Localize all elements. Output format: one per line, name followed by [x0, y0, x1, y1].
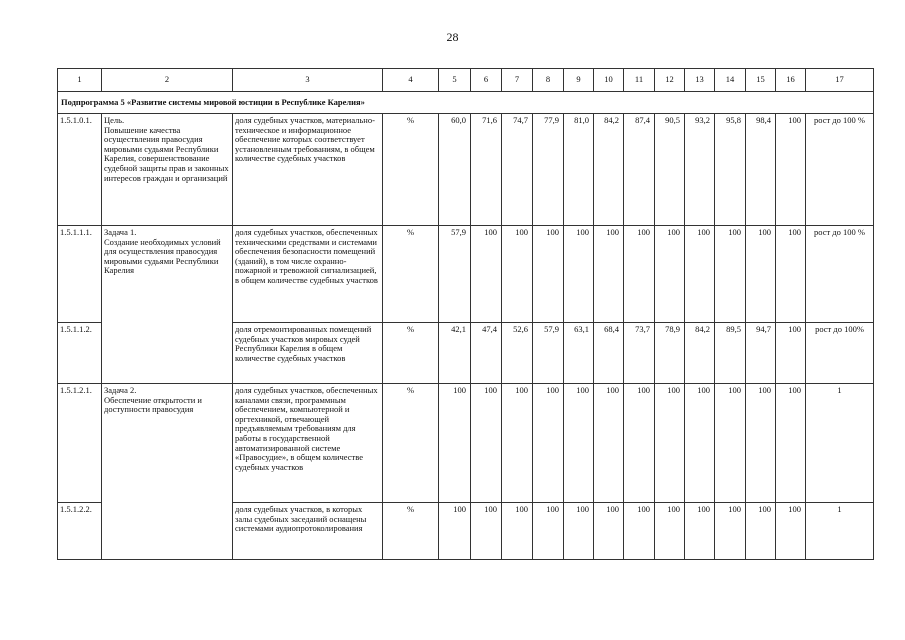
page-number: 28: [446, 30, 459, 44]
value-cell: 100: [533, 503, 564, 560]
value-cell: 100: [685, 384, 715, 503]
column-header: 7: [502, 69, 533, 92]
target-cell: рост до 100%: [806, 323, 874, 384]
goal-cell: Задача 1. Создание необходимых условий для осуществления правосудия мировыми судьями Республики Карелия: [102, 226, 233, 384]
value-cell: 95,8: [715, 114, 746, 226]
value-cell: 78,9: [655, 323, 685, 384]
value-cell: 100: [533, 226, 564, 323]
column-header: 17: [806, 69, 874, 92]
value-cell: 42,1: [439, 323, 471, 384]
unit-cell: %: [383, 114, 439, 226]
value-cell: 100: [715, 226, 746, 323]
column-header: 10: [594, 69, 624, 92]
value-cell: 100: [533, 384, 564, 503]
table-row: [58, 384, 874, 503]
value-cell: 100: [776, 384, 806, 503]
value-cell: 93,2: [685, 114, 715, 226]
value-cell: 100: [471, 384, 502, 503]
value-cell: 100: [655, 226, 685, 323]
value-cell: 71,6: [471, 114, 502, 226]
value-cell: 47,4: [471, 323, 502, 384]
value-cell: 90,5: [655, 114, 685, 226]
target-cell: рост до 100 %: [806, 114, 874, 226]
value-cell: 100: [564, 384, 594, 503]
value-cell: 77,9: [533, 114, 564, 226]
column-header: 12: [655, 69, 685, 92]
target-cell: рост до 100 %: [806, 226, 874, 323]
value-cell: 100: [564, 503, 594, 560]
value-cell: 84,2: [594, 114, 624, 226]
value-cell: 100: [439, 384, 471, 503]
unit-cell: %: [383, 384, 439, 503]
value-cell: 100: [776, 226, 806, 323]
target-cell: 1: [806, 384, 874, 503]
table-row: [58, 114, 874, 226]
value-cell: 68,4: [594, 323, 624, 384]
column-header: 4: [383, 69, 439, 92]
value-cell: 100: [624, 384, 655, 503]
indicator-cell: доля судебных участков, в которых залы судебных заседаний оснащены системами аудиопротоколирования: [233, 503, 383, 560]
target-cell: 1: [806, 503, 874, 560]
column-header: 5: [439, 69, 471, 92]
code-cell: 1.5.1.1.2.: [58, 323, 102, 384]
value-cell: 100: [471, 226, 502, 323]
value-cell: 100: [502, 384, 533, 503]
value-cell: 60,0: [439, 114, 471, 226]
goal-cell: Цель. Повышение качества осуществления правосудия мировыми судьями Республики Карелия, совершенствование судебной защиты прав и законных интересов граждан и организаций: [102, 114, 233, 226]
column-header: 14: [715, 69, 746, 92]
unit-cell: %: [383, 323, 439, 384]
value-cell: 100: [746, 503, 776, 560]
value-cell: 100: [502, 226, 533, 323]
column-header: 13: [685, 69, 715, 92]
value-cell: 100: [776, 503, 806, 560]
code-cell: 1.5.1.2.1.: [58, 384, 102, 503]
value-cell: 100: [471, 503, 502, 560]
column-header: 8: [533, 69, 564, 92]
value-cell: 94,7: [746, 323, 776, 384]
value-cell: 73,7: [624, 323, 655, 384]
value-cell: 100: [655, 503, 685, 560]
value-cell: 100: [715, 503, 746, 560]
value-cell: 57,9: [533, 323, 564, 384]
value-cell: 100: [776, 323, 806, 384]
subprogram-title: Подпрограмма 5 «Развитие системы мировой юстиции в Республике Карелия»: [58, 92, 874, 114]
value-cell: 100: [594, 384, 624, 503]
value-cell: 100: [685, 503, 715, 560]
value-cell: 100: [746, 384, 776, 503]
value-cell: 100: [624, 503, 655, 560]
column-header: 6: [471, 69, 502, 92]
value-cell: 100: [594, 503, 624, 560]
value-cell: 100: [776, 114, 806, 226]
value-cell: 84,2: [685, 323, 715, 384]
value-cell: 98,4: [746, 114, 776, 226]
goal-cell: Задача 2. Обеспечение открытости и доступности правосудия: [102, 384, 233, 560]
code-cell: 1.5.1.0.1.: [58, 114, 102, 226]
unit-cell: %: [383, 503, 439, 560]
value-cell: 52,6: [502, 323, 533, 384]
value-cell: 57,9: [439, 226, 471, 323]
column-header: 1: [58, 69, 102, 92]
code-cell: 1.5.1.1.1.: [58, 226, 102, 323]
subprogram-row: [58, 92, 874, 114]
indicator-cell: доля судебных участков, обеспеченных техническими средствами и системами обеспечения безопасности помещений (зданий), в том числе охранно-пожарной и тревожной сигнализацией, в общем количестве судебных участков: [233, 226, 383, 323]
indicator-cell: доля судебных участков, материально-техническое и информационное обеспечение которых соответствует установленным требованиям, в общем количестве судебных участков: [233, 114, 383, 226]
column-header: 3: [233, 69, 383, 92]
code-cell: 1.5.1.2.2.: [58, 503, 102, 560]
header-row: [58, 69, 874, 92]
column-header: 9: [564, 69, 594, 92]
value-cell: 74,7: [502, 114, 533, 226]
value-cell: 100: [564, 226, 594, 323]
table-row: [58, 226, 874, 323]
value-cell: 100: [594, 226, 624, 323]
column-header: 2: [102, 69, 233, 92]
column-header: 11: [624, 69, 655, 92]
value-cell: 100: [502, 503, 533, 560]
indicator-cell: доля судебных участков, обеспеченных каналами связи, программным обеспечением, компьютерной и оргтехникой, отвечающей предъявляемым требованиям для работы в государственной автоматизированной системе «Правосудие», в общем количестве судебных участков: [233, 384, 383, 503]
value-cell: 100: [439, 503, 471, 560]
unit-cell: %: [383, 226, 439, 323]
column-header: 15: [746, 69, 776, 92]
indicators-table: [57, 68, 874, 560]
value-cell: 100: [655, 384, 685, 503]
indicator-cell: доля отремонтированных помещений судебных участков мировых судей Республики Карелия в общем количестве судебных участков: [233, 323, 383, 384]
value-cell: 100: [624, 226, 655, 323]
column-header: 16: [776, 69, 806, 92]
value-cell: 81,0: [564, 114, 594, 226]
value-cell: 100: [685, 226, 715, 323]
value-cell: 89,5: [715, 323, 746, 384]
value-cell: 100: [746, 226, 776, 323]
value-cell: 100: [715, 384, 746, 503]
value-cell: 87,4: [624, 114, 655, 226]
value-cell: 63,1: [564, 323, 594, 384]
